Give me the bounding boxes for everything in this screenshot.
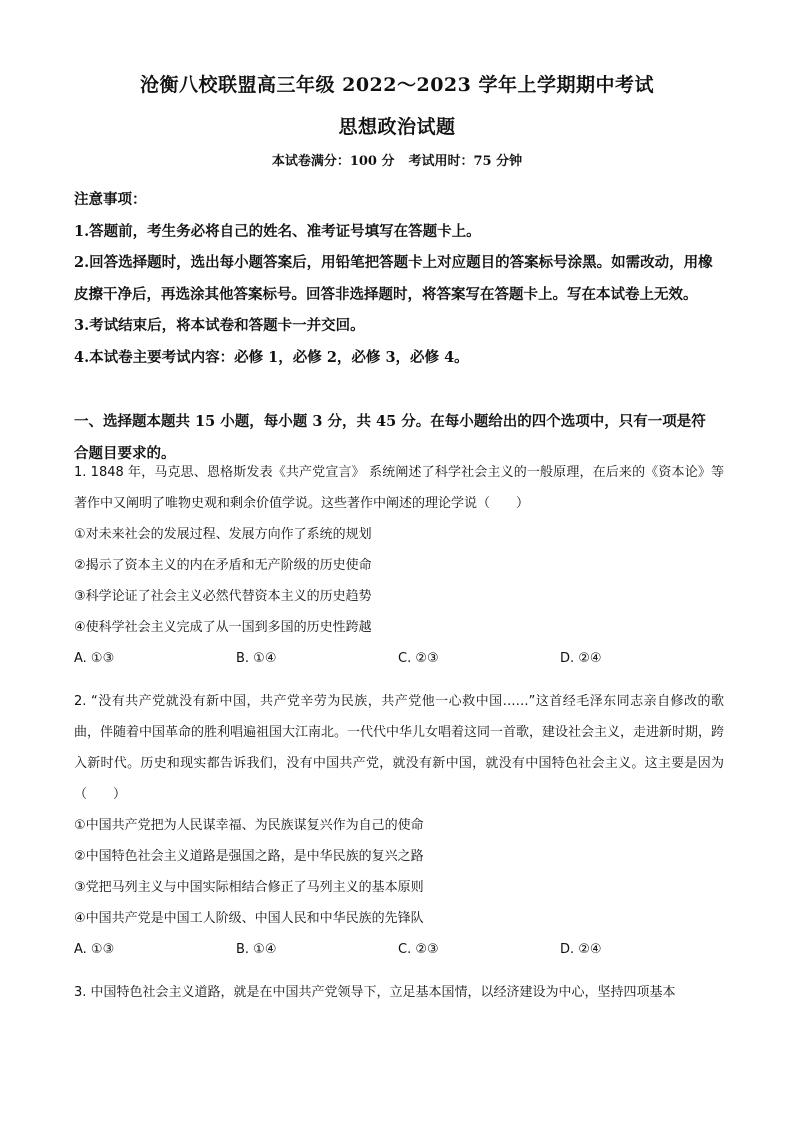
notes-item: 2.回答选择题时，选出每小题答案后，用铅笔把答题卡上对应题目的答案标号涂黑。如需改动，用橡皮擦干净后，再选涂其他答案标号。回答非选择题时，将答案写在答题卡上。写在本试卷上无效。 — [74, 254, 713, 303]
choice-b: B. ①④ — [236, 942, 277, 957]
choice-c: C. ②③ — [398, 942, 439, 957]
question-option: ②中国特色社会主义道路是强国之路，是中华民族的复兴之路 — [74, 849, 424, 864]
section-heading: 一、选择题本题共 15 小题，每小题 3 分，共 45 分。在每小题给出的四个选项中，只有一项是符合题目要求的。 — [74, 413, 706, 462]
answer-choices — [74, 934, 724, 965]
notes-block — [74, 184, 720, 373]
question-stem: 2. “没有共产党就没有新中国，共产党辛劳为民族，共产党他一心救中国……”这首经毛泽东同志亲自修改的歌曲，伴随着中国革命的胜利唱遍祖国大江南北。一代代中华儿女唱着这同一首歌，建设社会主义，走进新时期，跨入新时代。历史和现实都告诉我们，没有中国共产党，就没有新中国，就没有中国特色社会主义。这主要是因为（ ） — [74, 694, 725, 802]
question-option: ③科学论证了社会主义必然代替资本主义的历史趋势 — [74, 589, 372, 604]
question-2 — [74, 686, 724, 965]
full-score: 本试卷满分：100 分 — [271, 154, 395, 169]
choice-a: A. ①③ — [74, 651, 115, 666]
choice-a: A. ①③ — [74, 942, 115, 957]
question-option: ①对未来社会的发展过程、发展方向作了系统的规划 — [74, 527, 372, 542]
choice-c: C. ②③ — [398, 651, 439, 666]
question-option: ④使科学社会主义完成了从一国到多国的历史性跨越 — [74, 620, 372, 635]
question-stem: 1. 1848 年，马克思、恩格斯发表《共产党宣言》 系统阐述了科学社会主义的一般原理，在后来的《资本论》等著作中又阐明了唯物史观和剩余价值学说。这些著作中阐述的理论学说（ ） — [74, 465, 724, 511]
exam-subject: 思想政治试题 — [338, 116, 456, 138]
time-limit: 考试用时：75 分钟 — [408, 154, 523, 169]
question-option: ④中国共产党是中国工人阶级、中国人民和中华民族的先锋队 — [74, 911, 424, 926]
question-3 — [74, 977, 724, 1008]
exam-title: 沧衡八校联盟高三年级 2022～2023 学年上学期期中考试 — [140, 74, 654, 96]
choice-b: B. ①④ — [236, 651, 277, 666]
answer-choices — [74, 643, 724, 674]
notes-item: 4.本试卷主要考试内容：必修 1，必修 2，必修 3，必修 4。 — [74, 348, 469, 366]
notes-item: 1.答题前，考生务必将自己的姓名、准考证号填写在答题卡上。 — [74, 222, 481, 240]
notes-item: 3.考试结束后，将本试卷和答题卡一并交回。 — [74, 317, 365, 334]
choice-d: D. ②④ — [560, 942, 602, 957]
choice-d: D. ②④ — [560, 651, 602, 666]
notes-heading: 注意事项： — [74, 191, 147, 208]
question-option: ①中国共产党把为人民谋幸福、为民族谋复兴作为自己的使命 — [74, 818, 424, 833]
question-stem: 3. 中国特色社会主义道路，就是在中国共产党领导下，立足基本国情，以经济建设为中心，坚持四项基本 — [74, 985, 676, 1000]
question-1 — [74, 457, 724, 674]
question-option: ②揭示了资本主义的内在矛盾和无产阶级的历史使命 — [74, 558, 372, 573]
question-option: ③党把马列主义与中国实际相结合修正了马列主义的基本原则 — [74, 880, 424, 895]
exam-meta — [0, 150, 794, 169]
